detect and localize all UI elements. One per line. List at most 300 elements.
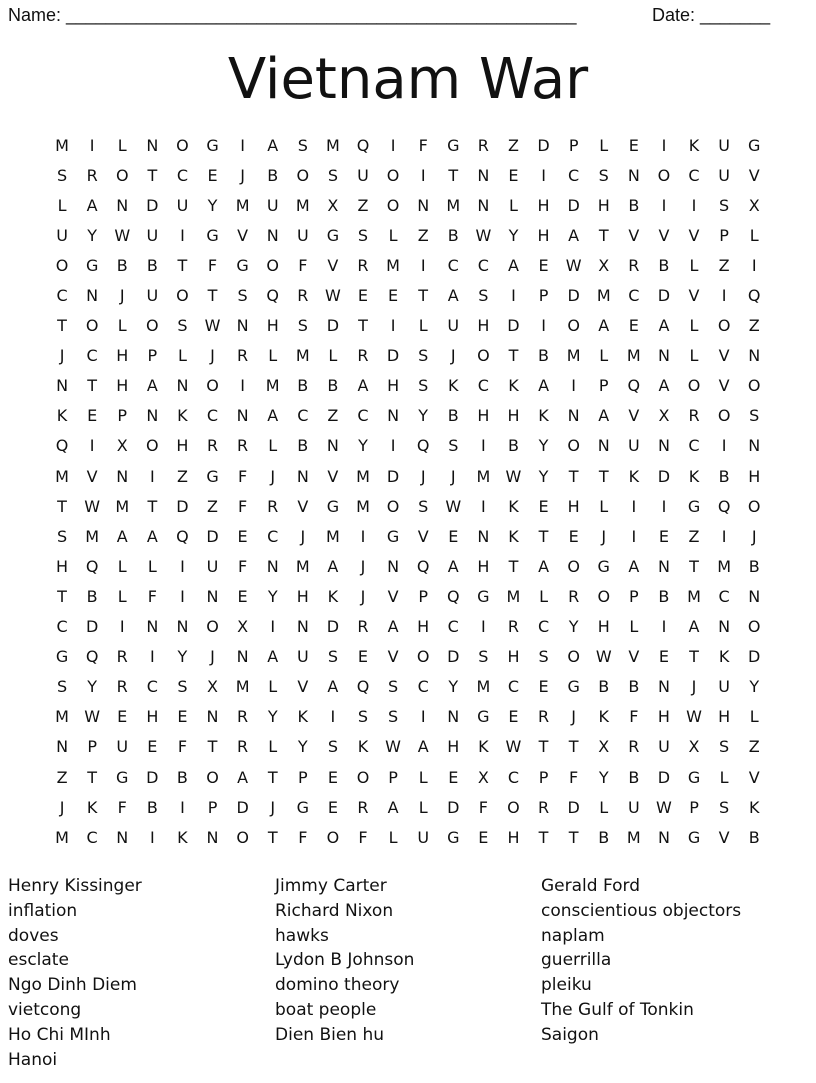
grid-letter: I [511,286,516,306]
grid-letter: T [87,376,98,396]
grid-letter: W [324,286,341,306]
grid-letter: Q [446,586,460,606]
grid-letter: G [687,767,701,787]
grid-letter: E [628,135,639,155]
grid-letter: O [386,165,400,185]
grid-letter: D [146,195,159,215]
grid-letter: T [598,225,609,245]
grid-letter: L [117,586,127,606]
grid-letter: H [387,376,400,396]
grid-letter: D [657,286,671,306]
grid-letter: F [238,556,248,576]
grid-letter: H [537,195,550,215]
grid-letter: W [505,737,522,757]
grid-letter: E [237,526,248,546]
grid-letter: O [687,376,701,396]
word-bank-item: domino theory [275,975,400,996]
grid-letter: S [297,135,308,155]
grid-letter: L [749,707,759,727]
grid-letter: K [688,135,700,155]
grid-letter: F [478,797,488,817]
grid-letter: T [358,316,368,336]
grid-letter: Z [748,316,760,336]
grid-letter: X [237,617,249,637]
grid-letter: E [237,586,248,606]
grid-letter: N [748,436,761,456]
grid-letter: A [267,647,279,667]
grid-letter: Y [177,647,188,667]
grid-letter: N [567,406,580,426]
grid-letter: V [387,586,399,606]
grid-letter: U [658,737,670,757]
grid-letter: O [567,316,580,336]
grid-letter: G [326,496,340,516]
grid-letter: N [477,165,490,185]
grid-letter: R [688,406,700,426]
grid-letter: A [267,135,279,155]
grid-letter: O [747,496,761,516]
grid-letter: P [538,286,549,306]
grid-letter: Y [87,225,98,245]
word-bank-item: hawks [275,925,329,946]
grid-letter: J [360,556,366,576]
grid-letter: T [207,286,218,306]
grid-letter: Q [627,376,641,396]
grid-letter: E [87,406,98,426]
grid-letter: O [206,617,219,637]
grid-letter: C [537,617,550,637]
grid-letter: Z [327,406,339,426]
grid-letter: J [751,526,757,546]
grid-letter: C [688,165,700,185]
grid-letter: I [390,436,396,456]
grid-letter: H [718,707,731,727]
grid-letter: M [235,195,250,215]
grid-letter: I [420,165,426,185]
grid-letter: U [296,225,309,245]
grid-letter: B [598,827,610,847]
grid-letter: H [417,617,430,637]
grid-letter: P [207,797,218,817]
grid-letter: K [508,496,519,516]
grid-letter: N [477,526,490,546]
grid-letter: I [721,436,727,456]
grid-letter: B [146,797,158,817]
grid-letter: L [599,797,609,817]
grid-letter: B [267,165,279,185]
grid-letter: R [537,707,550,727]
grid-letter: I [89,436,95,456]
grid-letter: A [447,286,459,306]
grid-letter: T [87,767,98,787]
grid-letter: H [537,225,550,245]
grid-letter: O [747,376,761,396]
grid-letter: S [478,647,489,667]
grid-letter: H [146,707,159,727]
grid-letter: J [270,466,276,486]
grid-letter: C [688,436,700,456]
grid-letter: C [86,346,98,366]
grid-letter: L [177,346,187,366]
grid-letter: N [387,406,400,426]
grid-letter: J [59,346,65,366]
grid-letter: J [691,677,697,697]
grid-letter: T [267,827,278,847]
grid-letter: O [567,647,580,667]
grid-letter: I [149,827,155,847]
grid-letter: I [180,797,185,817]
grid-letter: D [85,617,99,637]
grid-letter: M [295,556,310,576]
grid-letter: B [628,677,640,697]
grid-letter: G [206,135,219,155]
grid-letter: M [476,466,491,486]
grid-letter: U [627,436,640,456]
grid-letter: L [508,195,518,215]
grid-letter: E [448,767,459,787]
grid-letter: E [147,737,158,757]
grid-letter: N [206,586,219,606]
grid-letter: O [206,767,219,787]
grid-letter: C [718,586,730,606]
grid-letter: L [629,617,639,637]
grid-letter: R [477,135,489,155]
grid-letter: R [507,617,520,637]
grid-letter: L [268,346,278,366]
grid-letter: D [326,617,340,637]
grid-letter: T [598,466,609,486]
grid-letter: X [327,195,339,215]
grid-letter: L [268,436,278,456]
word-bank-item: pleiku [541,975,592,996]
grid-letter: F [207,255,218,275]
grid-letter: M [356,466,370,486]
grid-letter: Y [508,225,519,245]
grid-letter: B [297,436,309,456]
grid-letter: O [567,436,580,456]
grid-letter: C [447,617,459,637]
grid-letter: R [116,677,128,697]
grid-letter: O [176,286,189,306]
grid-letter: A [267,406,279,426]
grid-letter: A [628,556,640,576]
grid-letter: G [296,797,309,817]
grid-letter: I [721,526,727,546]
grid-letter: R [206,436,219,456]
grid-letter: S [719,737,730,757]
grid-letter: Q [747,286,761,306]
grid-letter: O [115,165,129,185]
page-title: Vietnam War [227,47,589,112]
grid-letter: I [330,707,336,727]
grid-letter: O [416,647,430,667]
grid-letter: A [357,376,369,396]
grid-letter: T [568,466,579,486]
grid-letter: A [387,617,399,637]
grid-letter: D [326,316,340,336]
grid-letter: N [236,647,249,667]
grid-letter: E [327,767,338,787]
grid-letter: H [176,436,189,456]
grid-letter: P [117,406,128,426]
grid-letter: B [748,827,760,847]
grid-letter: G [687,827,701,847]
grid-letter: U [176,195,189,215]
grid-letter: P [538,767,549,787]
grid-letter: B [598,677,610,697]
grid-letter: W [204,316,221,336]
grid-letter: A [598,406,610,426]
grid-letter: N [657,346,670,366]
grid-letter: F [177,737,188,757]
grid-letter: G [447,827,460,847]
grid-letter: M [626,827,641,847]
grid-letter: S [327,165,338,185]
word-bank-item: Dien Bien hu [275,1024,385,1045]
grid-letter: S [719,797,730,817]
grid-letter: U [296,647,309,667]
grid-letter: I [661,496,667,516]
grid-letter: S [418,346,429,366]
grid-letter: J [119,286,125,306]
grid-letter: J [210,647,215,667]
grid-letter: K [478,737,489,757]
grid-letter: R [237,346,249,366]
grid-letter: Q [176,526,189,546]
grid-letter: N [657,436,670,456]
grid-letter: B [748,556,760,576]
grid-letter: D [748,647,761,667]
grid-letter: W [84,707,101,727]
grid-letter: O [55,255,69,275]
grid-letter: C [56,286,68,306]
grid-letter: Y [568,617,579,637]
grid-letter: M [356,496,370,516]
grid-letter: C [417,677,429,697]
grid-letter: V [688,225,700,245]
grid-letter: D [567,286,580,306]
grid-letter: O [146,436,159,456]
grid-letter: H [477,556,490,576]
grid-letter: G [116,767,129,787]
grid-letter: E [568,526,579,546]
grid-letter: Q [717,496,731,516]
grid-letter: R [86,165,98,185]
grid-letter: N [236,316,249,336]
grid-letter: M [476,677,491,697]
grid-letter: O [236,827,249,847]
grid-letter: S [357,707,369,727]
grid-letter: L [328,346,338,366]
grid-letter: V [628,406,640,426]
grid-letter: G [447,135,460,155]
grid-letter: O [747,617,761,637]
grid-letter: W [475,225,492,245]
grid-letter: V [237,225,249,245]
grid-letter: Y [749,677,760,697]
grid-letter: B [447,225,459,245]
grid-letter: G [206,225,219,245]
grid-letter: O [266,255,279,275]
word-bank-item: Lydon B Johnson [275,950,415,971]
grid-letter: M [325,526,340,546]
grid-letter: M [626,346,641,366]
grid-letter: N [56,376,69,396]
grid-letter: T [689,647,699,667]
grid-letter: K [327,586,339,606]
grid-letter: Z [748,737,760,757]
grid-letter: R [237,707,249,727]
grid-letter: P [598,376,609,396]
grid-letter: C [447,255,459,275]
grid-letter: G [567,677,580,697]
grid-letter: L [418,316,428,336]
grid-letter: H [56,556,69,576]
grid-letter: H [597,617,610,637]
grid-letter: M [55,135,69,155]
grid-letter: L [539,586,548,606]
grid-letter: E [177,707,188,727]
grid-letter: N [597,436,610,456]
word-bank-item: conscientious objectors [541,900,742,921]
grid-letter: W [656,797,672,817]
grid-letter: A [327,556,339,576]
grid-letter: I [149,647,155,667]
grid-letter: N [417,195,430,215]
grid-letter: I [481,617,486,637]
grid-letter: J [300,526,306,546]
grid-letter: D [146,767,159,787]
grid-letter: E [207,165,218,185]
grid-letter: A [146,526,158,546]
grid-letter: D [657,466,671,486]
grid-letter: O [356,767,370,787]
grid-letter: C [86,827,98,847]
grid-letter: I [571,376,576,396]
grid-letter: B [447,406,459,426]
grid-letter: V [628,225,640,245]
grid-letter: V [327,255,339,275]
grid-letter: I [691,195,697,215]
grid-letter: N [266,556,279,576]
grid-letter: H [507,647,520,667]
grid-letter: M [295,195,310,215]
word-search-grid [47,130,769,852]
grid-letter: R [116,647,128,667]
grid-letter: H [507,406,520,426]
grid-letter: R [237,436,249,456]
grid-letter: C [507,677,520,697]
word-bank-column-2 [275,874,414,1048]
grid-letter: N [657,827,670,847]
grid-letter: S [56,165,68,185]
grid-letter: H [748,466,761,486]
grid-letter: G [748,135,761,155]
grid-letter: L [599,496,609,516]
grid-letter: I [180,586,185,606]
grid-letter: T [568,737,579,757]
grid-letter: F [298,255,308,275]
grid-letter: E [508,707,519,727]
grid-letter: E [357,647,369,667]
grid-letter: E [357,286,369,306]
grid-letter: X [688,737,700,757]
word-bank-item: Ho Chi MInh [8,1024,111,1045]
grid-letter: J [450,346,456,366]
grid-letter: T [689,556,699,576]
grid-letter: Z [718,255,730,275]
grid-letter: V [718,376,730,396]
grid-letter: F [418,135,428,155]
word-bank-item: esclate [8,950,69,971]
grid-letter: I [751,255,757,275]
grid-letter: M [687,586,701,606]
grid-letter: M [386,255,400,275]
grid-letter: U [447,316,460,336]
grid-letter: D [386,466,400,486]
grid-letter: S [478,286,489,306]
grid-letter: T [508,346,519,366]
grid-letter: L [689,316,699,336]
word-bank-item: Hanoi [8,1049,58,1070]
grid-letter: X [658,406,670,426]
grid-letter: S [448,436,459,456]
grid-letter: T [57,496,67,516]
grid-letter: M [265,376,280,396]
grid-letter: L [117,556,127,576]
grid-letter: N [146,135,159,155]
grid-letter: L [388,827,398,847]
grid-letter: B [658,255,670,275]
grid-letter: C [628,286,640,306]
grid-letter: L [117,135,127,155]
grid-letter: L [719,767,729,787]
grid-letter: E [327,797,338,817]
grid-letter: T [57,316,67,336]
grid-letter: Q [416,556,430,576]
grid-letter: V [417,526,429,546]
grid-letter: Z [507,135,519,155]
grid-letter: C [56,617,68,637]
grid-letter: U [417,827,430,847]
grid-letter: Z [417,225,429,245]
grid-letter: K [508,376,519,396]
grid-letter: U [718,165,730,185]
grid-letter: I [541,316,546,336]
grid-letter: Y [297,737,308,757]
grid-letter: N [86,286,99,306]
grid-letter: G [85,255,99,275]
grid-letter: I [661,195,667,215]
grid-letter: X [477,767,489,787]
grid-letter: D [236,797,249,817]
grid-letter: F [238,466,248,486]
grid-letter: J [450,466,456,486]
grid-letter: I [240,135,245,155]
grid-letter: K [177,827,188,847]
grid-letter: R [628,737,640,757]
grid-letter: T [147,496,158,516]
grid-letter: I [631,526,637,546]
grid-letter: S [749,406,760,426]
grid-letter: N [627,165,640,185]
grid-letter: E [658,647,669,667]
grid-letter: U [718,677,730,697]
grid-letter: O [567,556,580,576]
grid-letter: I [631,496,637,516]
grid-letter: N [206,707,219,727]
grid-letter: D [176,496,189,516]
